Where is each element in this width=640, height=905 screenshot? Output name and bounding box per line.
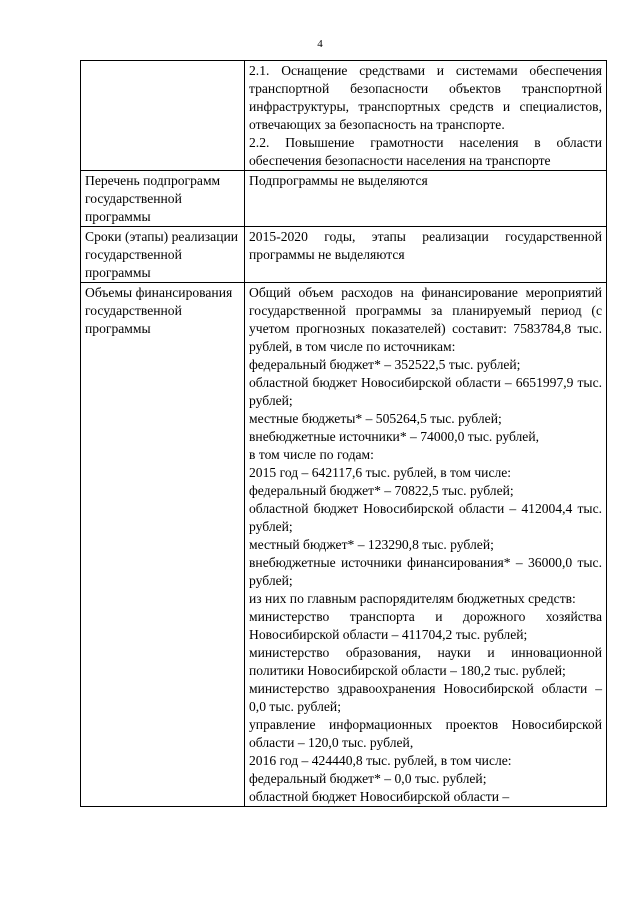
row-label <box>81 61 245 171</box>
table-row-financing <box>81 283 607 807</box>
value-line: 2.1. Оснащение средствами и системами обеспечения транспортной безопасности объектов транспортной инфраструктуры, транспортных средств и специалистов, отвечающих за безопасность на транспорте. <box>249 63 602 132</box>
value-line: областной бюджет Новосибирской области – 412004,4 тыс. рублей; <box>249 501 602 534</box>
row-value <box>245 283 607 807</box>
row-label: Перечень подпрограмм государственной программы <box>81 171 245 227</box>
value-line: Подпрограммы не выделяются <box>249 173 428 188</box>
value-line: 2.2. Повышение грамотности населения в области обеспечения безопасности населения на транспорте <box>249 135 602 168</box>
row-label: Объемы финансирования государственной программы <box>81 283 245 807</box>
value-line: федеральный бюджет* – 352522,5 тыс. рублей; <box>249 357 521 372</box>
value-line: министерство здравоохранения Новосибирской области – 0,0 тыс. рублей; <box>249 681 602 714</box>
value-line: 2016 год – 424440,8 тыс. рублей, в том числе: <box>249 753 512 768</box>
value-line: 2015-2020 годы, этапы реализации государственной программы не выделяются <box>249 229 602 262</box>
value-line: в том числе по годам: <box>249 447 374 462</box>
value-line: федеральный бюджет* – 0,0 тыс. рублей; <box>249 771 487 786</box>
value-line: местный бюджет* – 123290,8 тыс. рублей; <box>249 537 494 552</box>
value-line: из них по главным распорядителям бюджетных средств: <box>249 591 576 606</box>
page-number: 4 <box>317 38 323 50</box>
row-value <box>245 61 607 171</box>
value-line: областной бюджет Новосибирской области – 6651997,9 тыс. рублей; <box>249 375 602 408</box>
value-line: Общий объем расходов на финансирование мероприятий государственной программы за планируемый период (с учетом прогнозных показателей) составит: 7583784,8 тыс. рублей, в том числе по источникам: <box>249 285 602 354</box>
table-row-terms <box>81 227 607 283</box>
value-line: федеральный бюджет* – 70822,5 тыс. рублей; <box>249 483 514 498</box>
value-line: управление информационных проектов Новосибирской области – 120,0 тыс. рублей, <box>249 717 602 750</box>
row-label: Сроки (этапы) реализации государственной программы <box>81 227 245 283</box>
value-line: областной бюджет Новосибирской области – <box>249 789 510 804</box>
row-value <box>245 227 607 283</box>
table-row-subprograms <box>81 171 607 227</box>
value-line: местные бюджеты* – 505264,5 тыс. рублей; <box>249 411 502 426</box>
value-line: министерство транспорта и дорожного хозяйства Новосибирской области – 411704,2 тыс. рублей; <box>249 609 602 642</box>
value-line: внебюджетные источники* – 74000,0 тыс. рублей, <box>249 429 540 444</box>
value-line: министерство образования, науки и инновационной политики Новосибирской области – 180,2 тыс. рублей; <box>249 645 602 678</box>
table-row-tasks <box>81 61 607 171</box>
value-line: внебюджетные источники финансирования* – 36000,0 тыс. рублей; <box>249 555 602 588</box>
value-line: 2015 год – 642117,6 тыс. рублей, в том числе: <box>249 465 512 480</box>
row-value <box>245 171 607 227</box>
program-passport-table <box>80 60 607 807</box>
